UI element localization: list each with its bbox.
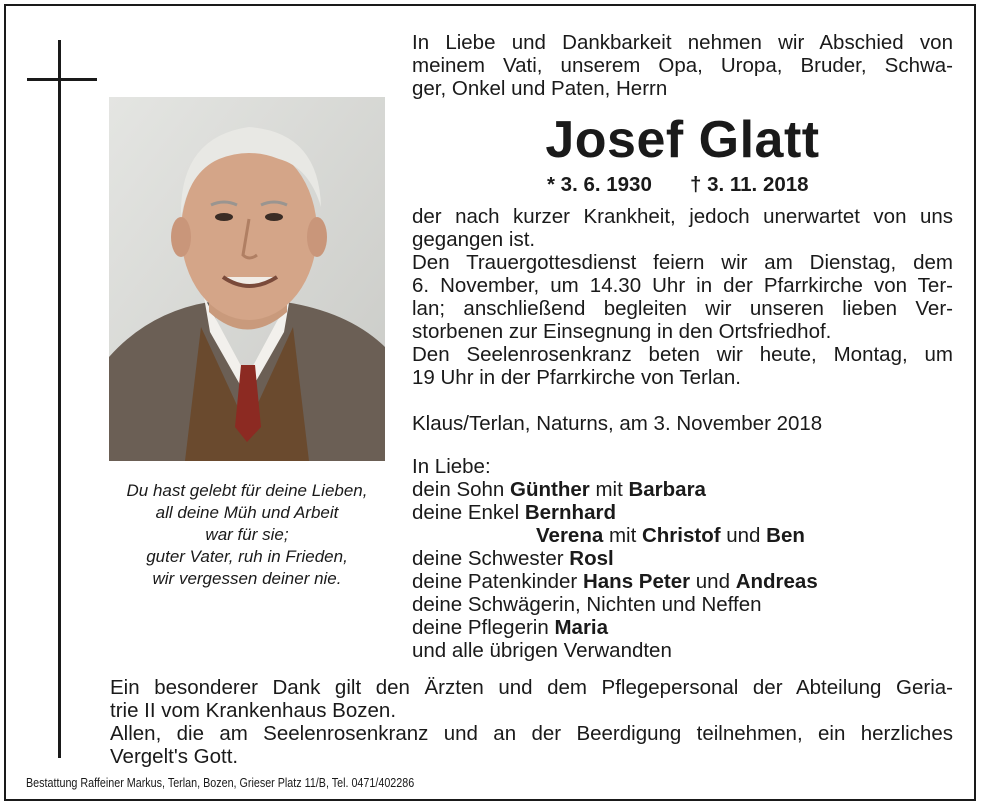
body-line: 19 Uhr in der Pfarrkirche von Terlan. (412, 366, 741, 389)
in-liebe-heading: In Liebe: (412, 455, 491, 478)
family-inlaws: deine Schwägerin, Nichten und Neffen (412, 593, 762, 616)
poem-line: wir vergessen deiner nie. (152, 569, 342, 588)
body-line: Den Trauergottesdienst feiern wir am Dienstag, dem (412, 251, 953, 274)
funeral-home-footer: Bestattung Raffeiner Markus, Terlan, Bozen, Grieser Platz 11/B, Tel. 0471/402286 (26, 776, 415, 790)
place-date: Klaus/Terlan, Naturns, am 3. November 2018 (412, 412, 823, 435)
thanks-line: Ein besonderer Dank gilt den Ärzten und dem Pflegepersonal der Abteilung Geria- (110, 676, 953, 699)
portrait-photo (109, 97, 385, 461)
body-line: Den Seelenrosenkranz beten wir heute, Montag, um (412, 343, 953, 366)
body-line: lan; anschließend begleiten wir unseren lieben Ver- (412, 297, 953, 320)
poem-line: war für sie; (205, 525, 289, 544)
intro-line: ger, Onkel und Paten, Herrn (412, 77, 668, 100)
cross-icon-horizontal (27, 78, 97, 81)
family-grandchildren: deine Enkel Bernhard (412, 501, 616, 524)
portrait-illustration (109, 97, 385, 461)
thanks-line: Vergelt's Gott. (110, 745, 239, 768)
family-godchildren: deine Patenkinder Hans Peter und Andreas (412, 570, 818, 593)
thanks-line: trie II vom Krankenhaus Bozen. (110, 699, 397, 722)
birth-date: * 3. 6. 1930 (547, 173, 652, 196)
poem-line: guter Vater, ruh in Frieden, (146, 547, 348, 566)
family-carer: deine Pflegerin Maria (412, 616, 609, 639)
body-line: storbenen zur Einsegnung in den Ortsfriedhof. (412, 320, 832, 343)
thanks-line: Allen, die am Seelenrosenkranz und an der Beerdigung teilnehmen, ein herzliches (110, 722, 953, 745)
intro-line: In Liebe und Dankbarkeit nehmen wir Abschied von (412, 31, 953, 54)
poem-line: all deine Müh und Arbeit (155, 503, 339, 522)
poem-line: Du hast gelebt für deine Lieben, (126, 481, 368, 500)
intro-line: meinem Vati, unserem Opa, Uropa, Bruder, Schwa- (412, 54, 953, 77)
memorial-poem (100, 480, 394, 590)
body-line: 6. November, um 14.30 Uhr in der Pfarrkirche von Ter- (412, 274, 953, 297)
family-son: dein Sohn Günther mit Barbara (412, 478, 706, 501)
family-granddaughter: Verena mit Christof und Ben (536, 524, 805, 547)
body-line: der nach kurzer Krankheit, jedoch unerwartet von uns (412, 205, 953, 228)
death-date: † 3. 11. 2018 (690, 173, 809, 196)
cross-icon-vertical (58, 40, 61, 758)
family-sister: deine Schwester Rosl (412, 547, 614, 570)
family-relatives: und alle übrigen Verwandten (412, 639, 672, 662)
body-line: gegangen ist. (412, 228, 536, 251)
deceased-name: Josef Glatt (545, 111, 820, 169)
